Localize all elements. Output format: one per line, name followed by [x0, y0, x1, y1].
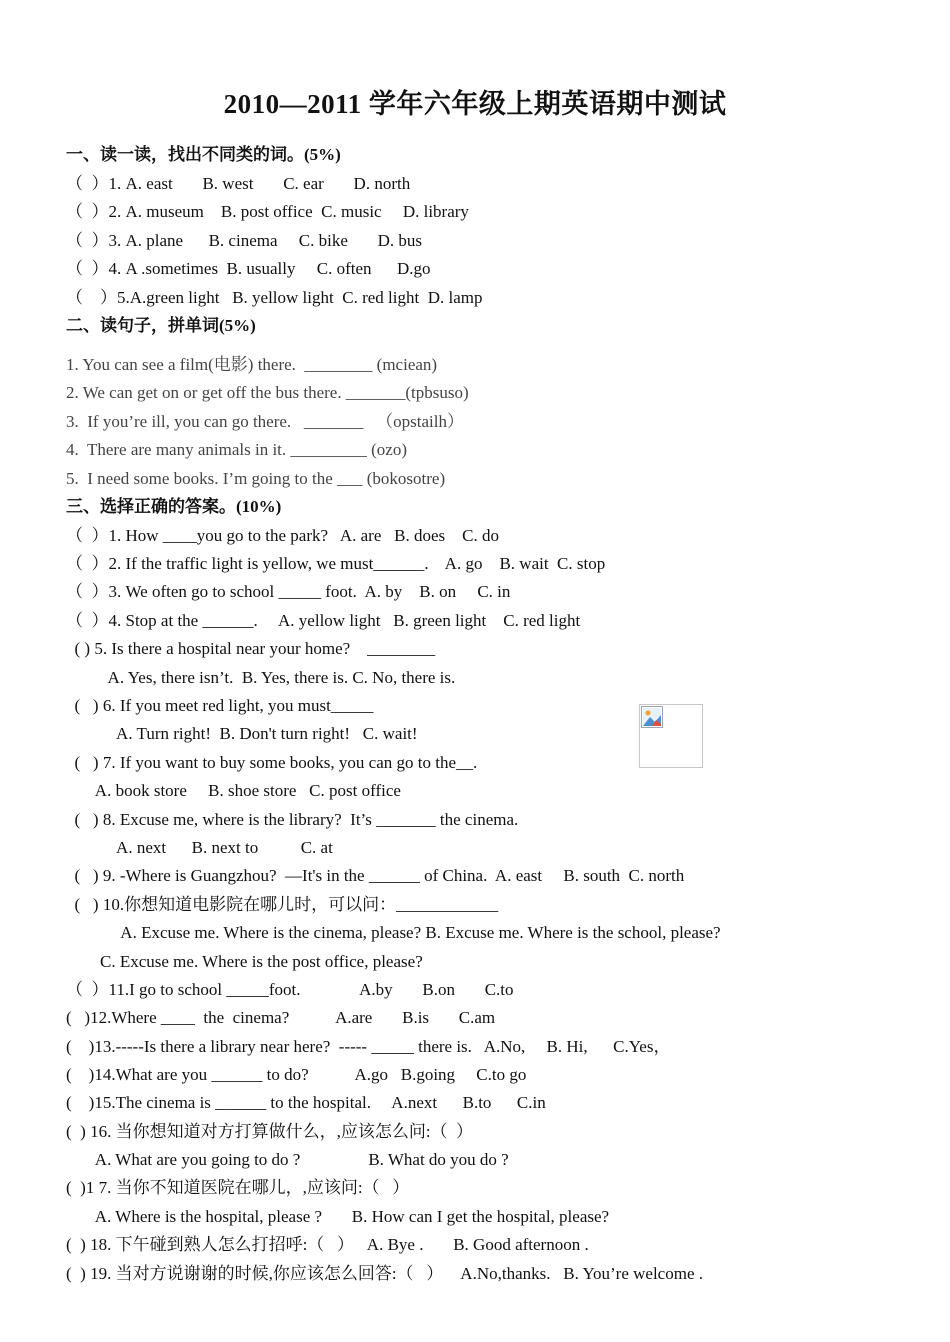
- question-line: ( ) 16. 当你想知道对方打算做什么，,应该怎么问:（ ）: [66, 1122, 474, 1141]
- question-line: （ ）4. Stop at the ______. A. yellow light B. green light C. red light: [66, 611, 581, 630]
- question-line: A. book store B. shoe store C. post office: [66, 781, 401, 800]
- question-line: （ ）2. If the traffic light is yellow, we must______. A. go B. wait C. stop: [66, 554, 606, 573]
- question-line: ( ) 9. -Where is Guangzhou? —It's in the ______ of China. A. east B. south C. north: [66, 866, 685, 885]
- question-line: ( )13.-----Is there a library near here? ----- _____ there is. A.No, B. Hi, C.Yes，: [66, 1037, 671, 1056]
- question-line: （ ）3. We often go to school _____ foot. A. by B. on C. in: [66, 582, 511, 601]
- question-line: ( )1 7. 当你不知道医院在哪儿，,应该问:（ ）: [66, 1178, 410, 1197]
- question-line: ( ) 6. If you meet red light, you must_____: [66, 696, 374, 715]
- question-line: A. next B. next to C. at: [66, 838, 333, 857]
- question-line: A. What are you going to do ? B. What do you do ?: [66, 1150, 509, 1169]
- page-title: 2010—2011 学年六年级上期英语期中测试: [223, 89, 727, 119]
- question-line: ( ) 8. Excuse me, where is the library? It’s _______ the cinema.: [66, 810, 519, 829]
- section-heading: 一、读一读，找出不同类的词。(5%): [66, 145, 341, 164]
- question-line: 1. You can see a film(电影) there. ________ (mciean): [66, 355, 438, 374]
- question-line: ( )14.What are you ______ to do? A.go B.going C.to go: [66, 1065, 527, 1084]
- question-line: A. Excuse me. Where is the cinema, please? B. Excuse me. Where is the school, please?: [66, 923, 721, 942]
- question-line: A. Turn right! B. Don't turn right! C. wait!: [66, 724, 418, 743]
- broken-image-icon: [641, 706, 663, 728]
- question-line: ( )15.The cinema is ______ to the hospital. A.next B.to C.in: [66, 1093, 546, 1112]
- question-line: 5. I need some books. I’m going to the ___ (bokosotre): [66, 469, 446, 488]
- question-line: （ ）3. A. plane B. cinema C. bike D. bus: [66, 231, 423, 250]
- question-line: ( ) 7. If you want to buy some books, you can go to the__.: [66, 753, 478, 772]
- question-line: 4. There are many animals in it. _________ (ozo): [66, 440, 408, 459]
- question-line: （ ）11.I go to school _____foot. A.by B.on C.to: [66, 980, 514, 999]
- question-line: （ ）1. How ____you go to the park? A. are B. does C. do: [66, 526, 499, 545]
- broken-image: [639, 704, 703, 768]
- question-line: ( ) 19. 当对方说谢谢的时候,你应该怎么回答:（ ） A.No,thanks. B. You’re welcome .: [66, 1264, 703, 1283]
- question-line: （ ）5.A.green light B. yellow light C. red light D. lamp: [66, 288, 483, 307]
- question-line: ( )12.Where ____ the cinema? A.are B.is C.am: [66, 1008, 496, 1027]
- question-line: ( ) 18. 下午碰到熟人怎么打招呼:（ ） A. Bye . B. Good afternoon .: [66, 1235, 589, 1254]
- question-line: （ ）1. A. east B. west C. ear D. north: [66, 174, 411, 193]
- question-line: 2. We can get on or get off the bus there. _______(tpbsuso): [66, 383, 469, 402]
- question-line: （ ）2. A. museum B. post office C. music D. library: [66, 202, 469, 221]
- question-line: A. Where is the hospital, please ? B. How can I get the hospital, please?: [66, 1207, 610, 1226]
- question-line: C. Excuse me. Where is the post office, please?: [66, 952, 423, 971]
- question-line: 3. If you’re ill, you can go there. _______ （opstailh）: [66, 412, 465, 431]
- section-heading: 三、选择正确的答案。(10%): [66, 497, 282, 516]
- section-heading: 二、读句子，拼单词(5%): [66, 316, 256, 335]
- question-line: A. Yes, there isn’t. B. Yes, there is. C. No, there is.: [66, 668, 456, 687]
- question-line: （ ）4. A .sometimes B. usually C. often D.go: [66, 259, 431, 278]
- question-line: ( ) 5. Is there a hospital near your home? ________: [66, 639, 436, 658]
- question-line: ( ) 10.你想知道电影院在哪儿时，可以问：____________: [66, 895, 499, 914]
